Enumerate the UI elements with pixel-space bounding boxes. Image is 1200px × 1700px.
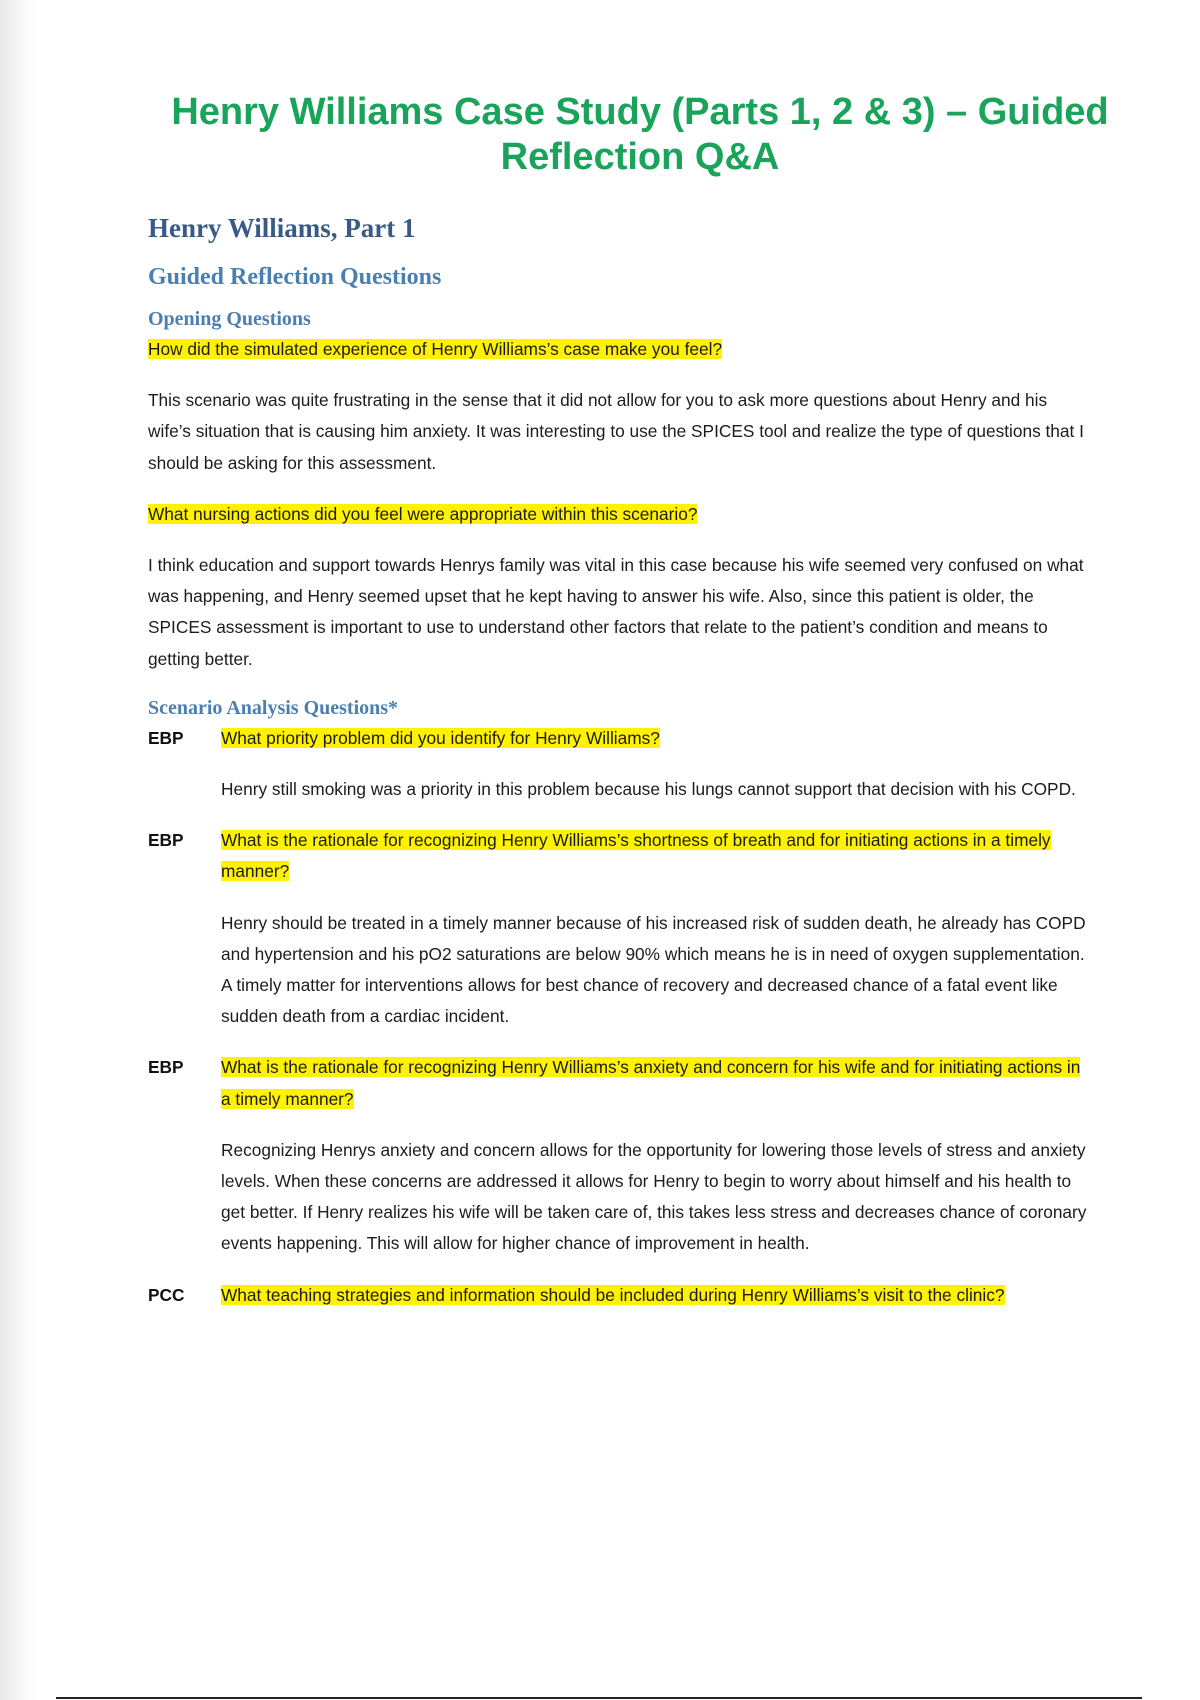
scenario-item-body (221, 825, 1088, 1052)
question-highlight: What priority problem did you identify for Henry Williams? (221, 727, 660, 748)
scenario-answer: Henry should be treated in a timely manner because of his increased risk of sudden death, he already has COPD and hypertension and his pO2 saturations are below 90% which means he is in need of oxygen supplementation. A timely matter for interventions allows for best chance of recovery and decreased chance of a fatal event like sudden death from a cardiac incident. (221, 912, 1086, 1027)
scenario-answer: Henry still smoking was a priority in this problem because his lungs cannot support that decision with his COPD. (221, 779, 1076, 800)
scenario-item-2 (148, 825, 1088, 1052)
scenario-analysis-heading: Scenario Analysis Questions* (148, 696, 399, 719)
category-tag: EBP (148, 727, 184, 748)
question-highlight: What nursing actions did you feel were appropriate within this scenario? (148, 503, 698, 524)
opening-question-1 (148, 334, 1088, 365)
category-tag: EBP (148, 830, 184, 851)
question-highlight: What is the rationale for recognizing Henry Williams’s shortness of breath and for initiating actions in a timely manner? (221, 830, 1051, 882)
category-tag: EBP (148, 1057, 184, 1078)
scenario-question (221, 1052, 1088, 1114)
question-highlight: What is the rationale for recognizing Henry Williams’s anxiety and concern for his wife and for initiating actions in a timely manner? (221, 1057, 1081, 1109)
scenario-item-4 (148, 1280, 1088, 1331)
scenario-item-body (221, 1280, 1088, 1331)
document-body (148, 210, 1088, 1331)
opening-answer-2: I think education and support towards Henrys family was vital in this case because his wife seemed very confused on what was happening, and Henry seemed upset that he kept having to answer his wife. Also, since this patient is older, the SPICES assessment is important to use to understand other factors that relate to the patient’s condition and means to getting better. (148, 555, 1084, 669)
scenario-item-3 (148, 1052, 1088, 1279)
question-highlight: How did the simulated experience of Henry Williams’s case make you feel? (148, 339, 723, 359)
page-edge-shadow (0, 0, 38, 1700)
part-heading: Henry Williams, Part 1 (148, 213, 416, 243)
document-title: Henry Williams Case Study (Parts 1, 2 & 3) – Guided Reflection Q&A (171, 91, 1109, 178)
guided-reflection-heading: Guided Reflection Questions (148, 264, 442, 290)
scenario-question (221, 825, 1088, 887)
scenario-question (221, 723, 1088, 754)
scenario-question (221, 1280, 1088, 1311)
scenario-item-body (221, 723, 1088, 825)
opening-question-2 (148, 499, 1088, 530)
bottom-divider (56, 1697, 1142, 1699)
scenario-answer: Recognizing Henrys anxiety and concern allows for the opportunity for lowering those levels of stress and anxiety levels. When these concerns are addressed it allows for Henry to begin to worry about himself and his health to get better. If Henry realizes his wife will be taken care of, this takes less stress and decreases chance of coronary events happening. This will allow for higher chance of improvement in health. (221, 1139, 1087, 1254)
opening-questions-heading: Opening Questions (148, 308, 311, 330)
opening-answer-1: This scenario was quite frustrating in the sense that it did not allow for you to ask more questions about Henry and his wife’s situation that is causing him anxiety. It was interesting to use the SPICES tool and realize the type of questions that I should be asking for this assessment. (148, 390, 1084, 473)
category-tag: PCC (148, 1284, 185, 1305)
scenario-item-body (221, 1052, 1088, 1279)
scenario-item-1 (148, 723, 1088, 825)
question-highlight: What teaching strategies and information should be included during Henry Williams’s visit to the clinic? (221, 1284, 1005, 1305)
